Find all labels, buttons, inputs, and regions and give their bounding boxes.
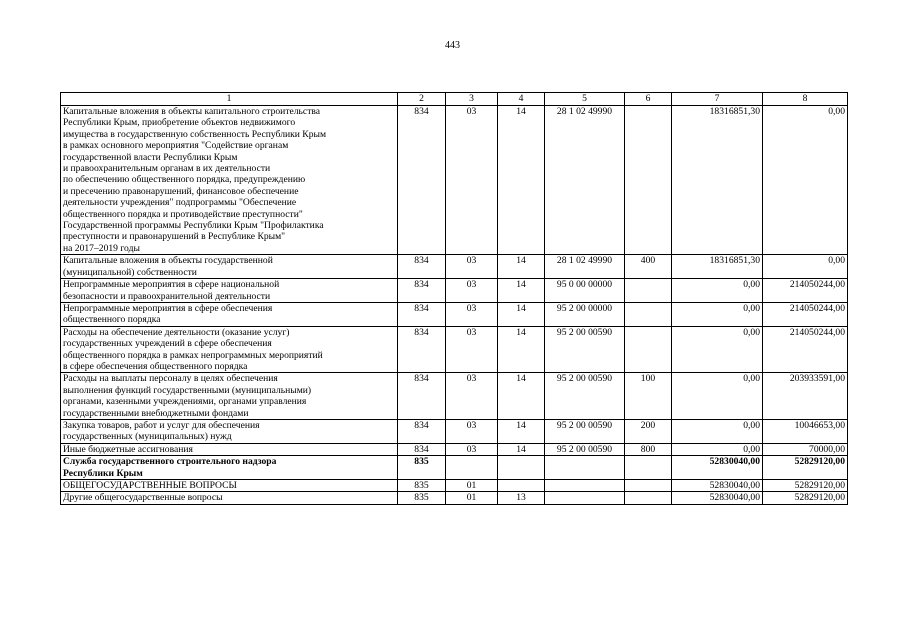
row-ved: 834	[398, 302, 446, 326]
row-amount-2019: 214050244,00	[763, 326, 848, 373]
row-amount-2018: 0,00	[672, 279, 763, 303]
row-amount-2018: 0,00	[672, 443, 763, 455]
row-vr: 400	[625, 255, 672, 279]
row-pr: 14	[498, 279, 545, 303]
row-csr	[545, 480, 625, 492]
row-ved: 834	[398, 279, 446, 303]
row-ved: 835	[398, 480, 446, 492]
row-amount-2019: 52829120,00	[763, 480, 848, 492]
row-amount-2018: 18316851,30	[672, 106, 763, 255]
row-amount-2019: 203933591,00	[763, 373, 848, 420]
row-csr: 95 0 00 00000	[545, 279, 625, 303]
row-name: Капитальные вложения в объекты государственной (муниципальной) собственности	[61, 255, 398, 279]
row-name: ОБЩЕГОСУДАРСТВЕННЫЕ ВОПРОСЫ	[61, 480, 398, 492]
row-pr: 14	[498, 373, 545, 420]
row-csr: 95 2 00 00590	[545, 326, 625, 373]
row-amount-2019: 52829120,00	[763, 456, 848, 480]
col-header-vr: 6	[625, 93, 672, 106]
row-csr	[545, 456, 625, 480]
row-pr	[498, 480, 545, 492]
row-csr: 95 2 00 00590	[545, 419, 625, 443]
row-csr: 95 2 00 00590	[545, 373, 625, 420]
col-header-pr: 4	[498, 93, 545, 106]
row-amount-2019: 0,00	[763, 106, 848, 255]
table-row	[61, 480, 848, 492]
row-csr: 95 2 00 00000	[545, 302, 625, 326]
row-amount-2018: 0,00	[672, 326, 763, 373]
row-rz: 03	[446, 443, 498, 455]
row-rz: 03	[446, 302, 498, 326]
row-pr: 14	[498, 443, 545, 455]
table-row	[61, 419, 848, 443]
col-header-name: 1	[61, 93, 398, 106]
table-row	[61, 326, 848, 373]
row-name: Закупка товаров, работ и услуг для обеспечения государственных (муниципальных) нужд	[61, 419, 398, 443]
row-vr: 200	[625, 419, 672, 443]
row-amount-2019: 52829120,00	[763, 492, 848, 504]
row-csr: 95 2 00 00590	[545, 443, 625, 455]
row-rz: 01	[446, 480, 498, 492]
row-rz: 03	[446, 419, 498, 443]
table-row	[61, 255, 848, 279]
row-ved: 834	[398, 373, 446, 420]
row-amount-2018: 52830040,00	[672, 492, 763, 504]
row-amount-2019: 70000,00	[763, 443, 848, 455]
row-name: Расходы на обеспечение деятельности (оказание услуг) государственных учреждений в сфере обеспечения общественного порядка в рамках непрограммных мероприятий в сфере обеспечения общественного порядка	[61, 326, 398, 373]
row-ved: 834	[398, 419, 446, 443]
row-amount-2018: 0,00	[672, 302, 763, 326]
row-rz: 03	[446, 373, 498, 420]
row-vr: 800	[625, 443, 672, 455]
row-amount-2018: 18316851,30	[672, 255, 763, 279]
row-ved: 835	[398, 492, 446, 504]
row-amount-2018: 52830040,00	[672, 456, 763, 480]
row-vr: 100	[625, 373, 672, 420]
col-header-rz: 3	[446, 93, 498, 106]
col-header-csr: 5	[545, 93, 625, 106]
row-vr	[625, 302, 672, 326]
row-vr	[625, 279, 672, 303]
row-vr	[625, 456, 672, 480]
page-number: 443	[445, 40, 460, 51]
row-vr	[625, 492, 672, 504]
row-rz	[446, 456, 498, 480]
row-name: Расходы на выплаты персоналу в целях обеспечения выполнения функций государственными (муниципальными) органами, казенными учреждениями, органами управления государственными внебюджетными фондами	[61, 373, 398, 420]
row-ved: 835	[398, 456, 446, 480]
row-vr	[625, 106, 672, 255]
row-csr: 28 1 02 49990	[545, 255, 625, 279]
col-header-ved: 2	[398, 93, 446, 106]
row-csr	[545, 492, 625, 504]
table-row	[61, 373, 848, 420]
row-pr: 13	[498, 492, 545, 504]
row-vr	[625, 326, 672, 373]
row-csr: 28 1 02 49990	[545, 106, 625, 255]
row-ved: 834	[398, 255, 446, 279]
col-header-2019: 8	[763, 93, 848, 106]
row-pr: 14	[498, 106, 545, 255]
table-row	[61, 492, 848, 504]
row-name: Иные бюджетные ассигнования	[61, 443, 398, 455]
row-pr	[498, 456, 545, 480]
table-row	[61, 106, 848, 255]
row-vr	[625, 480, 672, 492]
row-ved: 834	[398, 443, 446, 455]
row-name: Непрограммные мероприятия в сфере обеспечения общественного порядка	[61, 302, 398, 326]
row-amount-2019: 214050244,00	[763, 279, 848, 303]
row-ved: 834	[398, 106, 446, 255]
row-ved: 834	[398, 326, 446, 373]
budget-table	[60, 92, 848, 505]
row-amount-2018: 0,00	[672, 373, 763, 420]
row-amount-2019: 0,00	[763, 255, 848, 279]
header-row	[61, 93, 848, 106]
row-pr: 14	[498, 419, 545, 443]
row-name: Непрограммные мероприятия в сфере национальной безопасности и правоохранительной деятельности	[61, 279, 398, 303]
row-pr: 14	[498, 326, 545, 373]
row-name: Другие общегосударственные вопросы	[61, 492, 398, 504]
table-row	[61, 456, 848, 480]
row-pr: 14	[498, 302, 545, 326]
row-amount-2019: 214050244,00	[763, 302, 848, 326]
row-rz: 03	[446, 255, 498, 279]
row-rz: 03	[446, 106, 498, 255]
table-row	[61, 443, 848, 455]
table-row	[61, 279, 848, 303]
row-rz: 03	[446, 326, 498, 373]
row-rz: 03	[446, 279, 498, 303]
col-header-2018: 7	[672, 93, 763, 106]
row-name: Служба государственного строительного надзора Республики Крым	[61, 456, 398, 480]
row-amount-2018: 0,00	[672, 419, 763, 443]
row-name: Капитальные вложения в объекты капитального строительства Республики Крым, приобретение объектов недвижимого имущества в государственную собственность Республики Крым в рамках основного мероприятия "Содействие органам государственной власти Республики Крым и правоохранительным органам в их деятельности по обеспечению общественного порядка, предупреждению и пресечению правонарушений, финансовое обеспечение деятельности учреждения" подпрограммы "Обеспечение общественного порядка и противодействие преступности" Государственной программы Республики Крым "Профилактика преступности и правонарушений в Республике Крым" на 2017–2019 годы	[61, 106, 398, 255]
table-row	[61, 302, 848, 326]
row-rz: 01	[446, 492, 498, 504]
row-pr: 14	[498, 255, 545, 279]
row-amount-2018: 52830040,00	[672, 480, 763, 492]
row-amount-2019: 10046653,00	[763, 419, 848, 443]
